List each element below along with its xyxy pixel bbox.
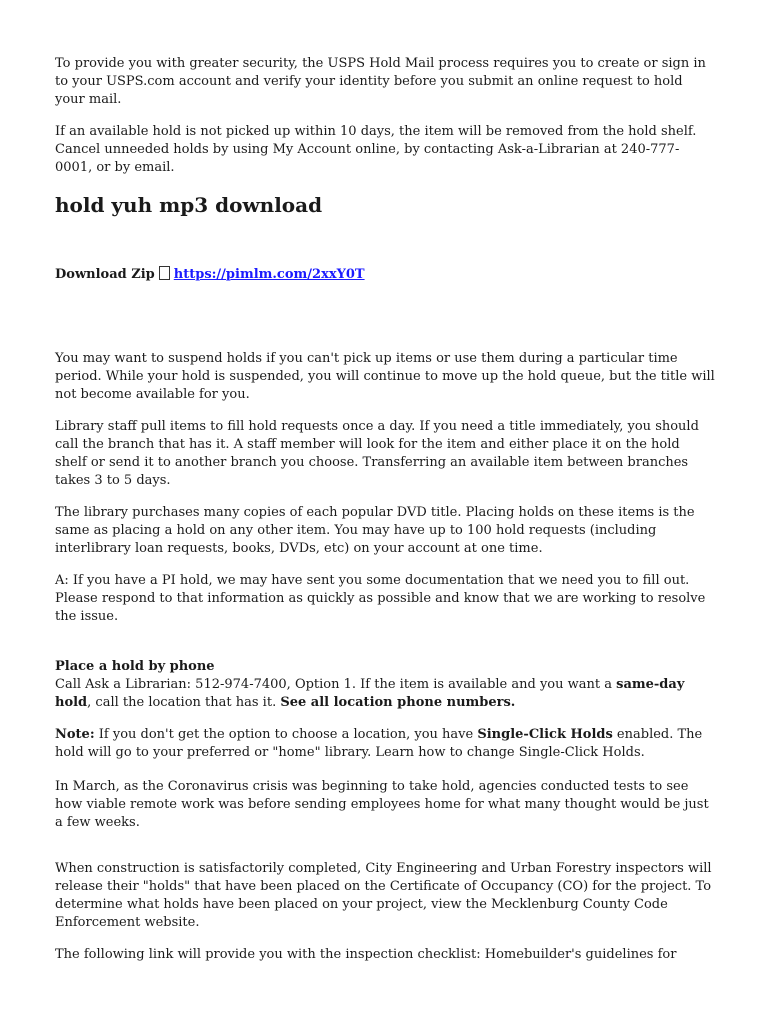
note-text-2: enabled. The hold will go to your preferred or "home" library. Learn how to change Single-Click Holds. bbox=[55, 727, 703, 760]
paragraph-usps-hold-mail: To provide you with greater security, the USPS Hold Mail process requires you to create or sign in to your USPS.com account and verify your identity before you submit an online request to hold your mail. bbox=[55, 56, 706, 107]
note-text-1: If you don't get the option to choose a location, you have bbox=[94, 727, 478, 742]
paragraph-pi-hold: A: If you have a PI hold, we may have sent you some documentation that we need you to fill out. Please respond to that information as quickly as possible and know that we are working to resolve the issue. bbox=[55, 573, 706, 624]
single-click-holds-emphasis: Single-Click Holds bbox=[477, 727, 613, 742]
paragraph-note bbox=[55, 726, 715, 762]
paragraph-library-staff: Library staff pull items to fill hold requests once a day. If you need a title immediately, you should call the branch that has it. A staff member will look for the item and either place it on the hold shelf or send it to another branch you choose. Transferring an available item between branches takes 3 to 5 days. bbox=[55, 419, 699, 488]
page-heading: hold yuh mp3 download bbox=[55, 193, 323, 217]
paragraph-hold-pickup: If an available hold is not picked up within 10 days, the item will be removed from the hold shelf. Cancel unneeded holds by using My Account online, by contacting Ask-a-Librarian at 240-777-0001, or by email. bbox=[55, 124, 697, 175]
paragraph-hold-by-phone bbox=[55, 658, 715, 712]
phone-hold-text-2: , call the location that has it. bbox=[87, 695, 281, 710]
paragraph-suspend-holds: You may want to suspend holds if you can't pick up items or use them during a particular time period. While your hold is suspended, you will continue to move up the hold queue, but the title will not become available for you. bbox=[55, 351, 715, 402]
paragraph-construction: When construction is satisfactorily completed, City Engineering and Urban Forestry inspectors will release their "holds" that have been placed on the Certificate of Occupancy (CO) for the project. To determine what holds have been placed on your project, view the Mecklenburg County Code Enforcement website. bbox=[55, 861, 712, 930]
section-title-phone-hold: Place a hold by phone bbox=[55, 659, 215, 674]
download-link[interactable]: https://pimlm.com/2xxY0T bbox=[173, 267, 365, 282]
missing-glyph-icon bbox=[159, 266, 170, 280]
download-label: Download Zip bbox=[55, 267, 155, 282]
same-day-hold-emphasis: same-day hold bbox=[55, 677, 685, 710]
location-phone-numbers-emphasis: See all location phone numbers. bbox=[280, 695, 516, 710]
paragraph-dvd-copies: The library purchases many copies of each popular DVD title. Placing holds on these items is the same as placing a hold on any other item. You may have up to 100 hold requests (including interlibrary loan requests, books, DVDs, etc) on your account at one time. bbox=[55, 505, 695, 556]
paragraph-coronavirus: In March, as the Coronavirus crisis was beginning to take hold, agencies conducted tests to see how viable remote work was before sending employees home for what many thought would be just a few weeks. bbox=[55, 779, 709, 830]
note-label: Note: bbox=[55, 727, 95, 742]
phone-hold-text-1: Call Ask a Librarian: 512-974-7400, Option 1. If the item is available and you want a bbox=[55, 677, 617, 692]
download-line bbox=[55, 266, 365, 284]
paragraph-inspection-checklist: The following link will provide you with the inspection checklist: Homebuilder's guidelines for bbox=[55, 947, 677, 962]
